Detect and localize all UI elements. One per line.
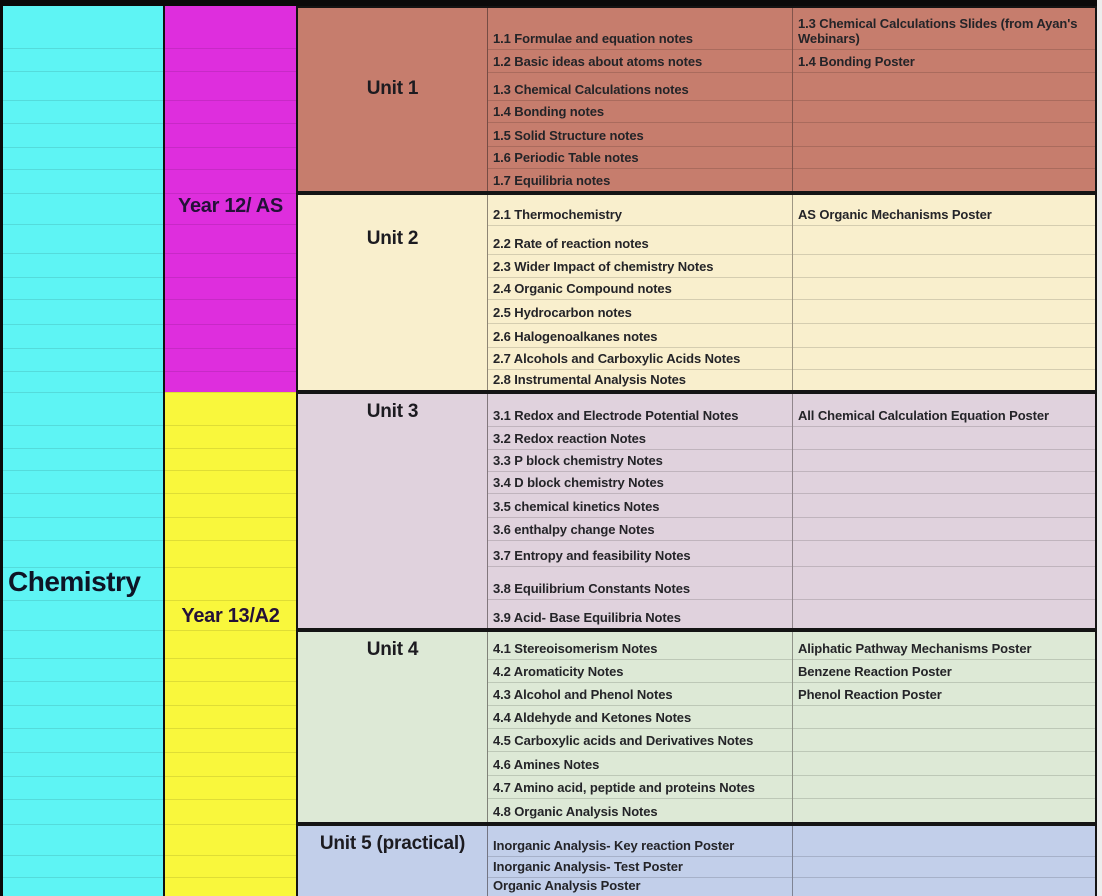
poster-cell[interactable] <box>793 426 1095 449</box>
row-gridline <box>3 100 163 101</box>
unit-label: Unit 5 (practical) <box>319 833 466 854</box>
row-gridline <box>3 493 163 494</box>
poster-cell[interactable]: 1.3 Chemical Calculations Slides (from Ayan's Webinars) <box>798 16 1078 46</box>
note-cell[interactable]: 4.2 Aromaticity Notes <box>488 659 792 682</box>
year-group-label: Year 12/ AS <box>178 195 283 217</box>
row-gridline <box>3 277 163 278</box>
unit-label: Unit 3 <box>366 401 419 422</box>
row-gridline <box>3 392 163 393</box>
row-gridline <box>3 371 163 372</box>
poster-cell[interactable] <box>793 566 1095 598</box>
row-gridline <box>3 425 163 426</box>
note-cell[interactable]: 2.6 Halogenoalkanes notes <box>488 323 792 347</box>
note-cell[interactable]: 1.2 Basic ideas about atoms notes <box>488 49 792 72</box>
note-cell[interactable]: 3.9 Acid- Base Equilibria Notes <box>488 599 792 628</box>
poster-cell[interactable] <box>793 856 1095 877</box>
posters-column <box>792 8 1095 191</box>
row-gridline <box>3 71 163 72</box>
row-gridline <box>3 147 163 148</box>
posters-column <box>792 394 1095 628</box>
row-gridline <box>3 681 163 682</box>
note-cell[interactable]: 2.1 Thermochemistry <box>493 207 622 223</box>
row-gridline <box>3 728 163 729</box>
row-gridline <box>3 517 163 518</box>
row-gridline <box>3 470 163 471</box>
note-cell[interactable]: 3.6 enthalpy change Notes <box>488 517 792 540</box>
row-gridline <box>3 324 163 325</box>
subject-column-cell[interactable] <box>3 6 163 896</box>
poster-cell[interactable]: Aliphatic Pathway Mechanisms Poster <box>798 641 1032 657</box>
note-cell[interactable]: 2.4 Organic Compound notes <box>488 277 792 299</box>
poster-cell[interactable] <box>793 277 1095 299</box>
row-gridline <box>3 877 163 878</box>
row-gridline <box>3 752 163 753</box>
note-cell[interactable]: 3.1 Redox and Electrode Potential Notes <box>493 408 739 424</box>
note-cell[interactable]: 2.7 Alcohols and Carboxylic Acids Notes <box>488 347 792 370</box>
note-cell[interactable]: 4.5 Carboxylic acids and Derivatives Notes <box>488 728 792 752</box>
notes-column <box>487 826 792 896</box>
poster-cell[interactable] <box>793 798 1095 822</box>
poster-cell[interactable] <box>793 877 1095 896</box>
row-gridline <box>3 224 163 225</box>
poster-cell[interactable] <box>793 751 1095 775</box>
row-gridline <box>3 348 163 349</box>
row-gridline <box>3 193 163 194</box>
poster-cell[interactable]: Phenol Reaction Poster <box>793 682 1095 706</box>
unit-block-2 <box>296 193 1097 392</box>
note-cell[interactable]: 1.3 Chemical Calculations notes <box>488 72 792 100</box>
poster-cell[interactable] <box>793 122 1095 146</box>
unit-label: Unit 2 <box>366 228 419 249</box>
row-gridline <box>3 123 163 124</box>
note-cell[interactable]: 4.7 Amino acid, peptide and proteins Notes <box>488 775 792 798</box>
row-gridline <box>3 253 163 254</box>
poster-cell[interactable]: AS Organic Mechanisms Poster <box>798 207 992 223</box>
poster-cell[interactable] <box>793 493 1095 517</box>
posters-column <box>792 632 1095 822</box>
note-cell[interactable]: 3.3 P block chemistry Notes <box>488 449 792 471</box>
note-cell[interactable]: 4.8 Organic Analysis Notes <box>488 798 792 822</box>
unit-label-cell[interactable] <box>298 394 487 628</box>
note-cell[interactable]: 4.6 Amines Notes <box>488 751 792 775</box>
row-gridline <box>3 824 163 825</box>
notes-column <box>487 394 792 628</box>
unit-label-cell[interactable] <box>298 8 487 191</box>
row-gridline <box>3 799 163 800</box>
row-gridline <box>3 600 163 601</box>
poster-cell[interactable] <box>793 100 1095 123</box>
row-gridline <box>3 776 163 777</box>
poster-cell[interactable] <box>793 705 1095 728</box>
note-cell[interactable]: 1.4 Bonding notes <box>488 100 792 123</box>
posters-column <box>792 195 1095 390</box>
poster-cell[interactable] <box>793 225 1095 253</box>
unit-label-cell[interactable] <box>298 632 487 822</box>
note-cell[interactable]: Inorganic Analysis- Test Poster <box>488 856 792 877</box>
poster-cell[interactable] <box>793 72 1095 100</box>
row-gridline <box>3 48 163 49</box>
poster-cell[interactable] <box>793 323 1095 347</box>
year-group-cell-2[interactable] <box>165 392 296 896</box>
note-cell[interactable]: 3.5 chemical kinetics Notes <box>488 493 792 517</box>
poster-cell[interactable] <box>793 299 1095 324</box>
unit-block-1 <box>296 6 1097 193</box>
unit-label: Unit 4 <box>366 639 419 660</box>
subject-label: Chemistry <box>8 566 141 597</box>
poster-cell[interactable] <box>793 540 1095 567</box>
note-cell[interactable]: 3.2 Redox reaction Notes <box>488 426 792 449</box>
note-cell[interactable]: Inorganic Analysis- Key reaction Poster <box>493 838 735 854</box>
sheet-right-edge <box>1097 0 1102 896</box>
poster-cell[interactable] <box>793 168 1095 192</box>
poster-cell[interactable] <box>793 599 1095 628</box>
poster-cell[interactable] <box>793 254 1095 278</box>
unit-block-3 <box>296 392 1097 630</box>
note-cell[interactable]: 3.4 D block chemistry Notes <box>488 471 792 494</box>
note-cell[interactable]: 2.3 Wider Impact of chemistry Notes <box>488 254 792 278</box>
notes-column <box>487 195 792 390</box>
row-gridline <box>3 658 163 659</box>
poster-cell[interactable]: 1.4 Bonding Poster <box>793 49 1095 72</box>
poster-cell[interactable] <box>793 728 1095 752</box>
poster-cell[interactable] <box>793 517 1095 540</box>
row-gridline <box>3 169 163 170</box>
notes-column <box>487 8 792 191</box>
unit-label-cell[interactable] <box>298 195 487 390</box>
note-cell[interactable]: 4.4 Aldehyde and Ketones Notes <box>488 705 792 728</box>
posters-column <box>792 826 1095 896</box>
row-gridline <box>3 855 163 856</box>
note-cell[interactable]: 2.5 Hydrocarbon notes <box>488 299 792 324</box>
year-group-cell-1[interactable] <box>165 6 296 392</box>
row-gridline <box>3 630 163 631</box>
year-group-label: Year 13/A2 <box>181 605 280 627</box>
row-gridline <box>3 448 163 449</box>
note-cell[interactable]: 1.5 Solid Structure notes <box>488 122 792 146</box>
note-cell[interactable]: 2.2 Rate of reaction notes <box>488 225 792 253</box>
unit-block-4 <box>296 630 1097 824</box>
note-cell[interactable]: 3.7 Entropy and feasibility Notes <box>488 540 792 567</box>
note-cell[interactable]: 1.1 Formulae and equation notes <box>493 31 693 46</box>
unit-label-cell[interactable] <box>298 826 487 896</box>
poster-cell[interactable] <box>793 146 1095 168</box>
poster-cell[interactable] <box>793 369 1095 390</box>
note-cell[interactable]: 1.7 Equilibria notes <box>488 168 792 192</box>
poster-cell[interactable] <box>793 826 1095 856</box>
notes-column <box>487 632 792 822</box>
year-group-column <box>163 6 296 896</box>
note-cell[interactable]: Organic Analysis Poster <box>488 877 792 896</box>
poster-cell[interactable]: All Chemical Calculation Equation Poster <box>798 408 1049 424</box>
unit-label: Unit 1 <box>366 78 419 99</box>
row-gridline <box>3 705 163 706</box>
poster-cell[interactable] <box>793 449 1095 471</box>
note-cell[interactable]: 3.8 Equilibrium Constants Notes <box>488 566 792 598</box>
note-cell[interactable]: 2.8 Instrumental Analysis Notes <box>488 369 792 390</box>
note-cell[interactable]: 4.1 Stereoisomerism Notes <box>493 641 658 657</box>
poster-cell[interactable] <box>793 347 1095 370</box>
poster-cell[interactable] <box>793 471 1095 494</box>
poster-cell[interactable]: Benzene Reaction Poster <box>793 659 1095 682</box>
row-gridline <box>3 299 163 300</box>
note-cell[interactable]: 1.6 Periodic Table notes <box>488 146 792 168</box>
note-cell[interactable]: 4.3 Alcohol and Phenol Notes <box>488 682 792 706</box>
poster-cell[interactable] <box>793 775 1095 798</box>
unit-block-5 <box>296 824 1097 896</box>
row-gridline <box>3 540 163 541</box>
